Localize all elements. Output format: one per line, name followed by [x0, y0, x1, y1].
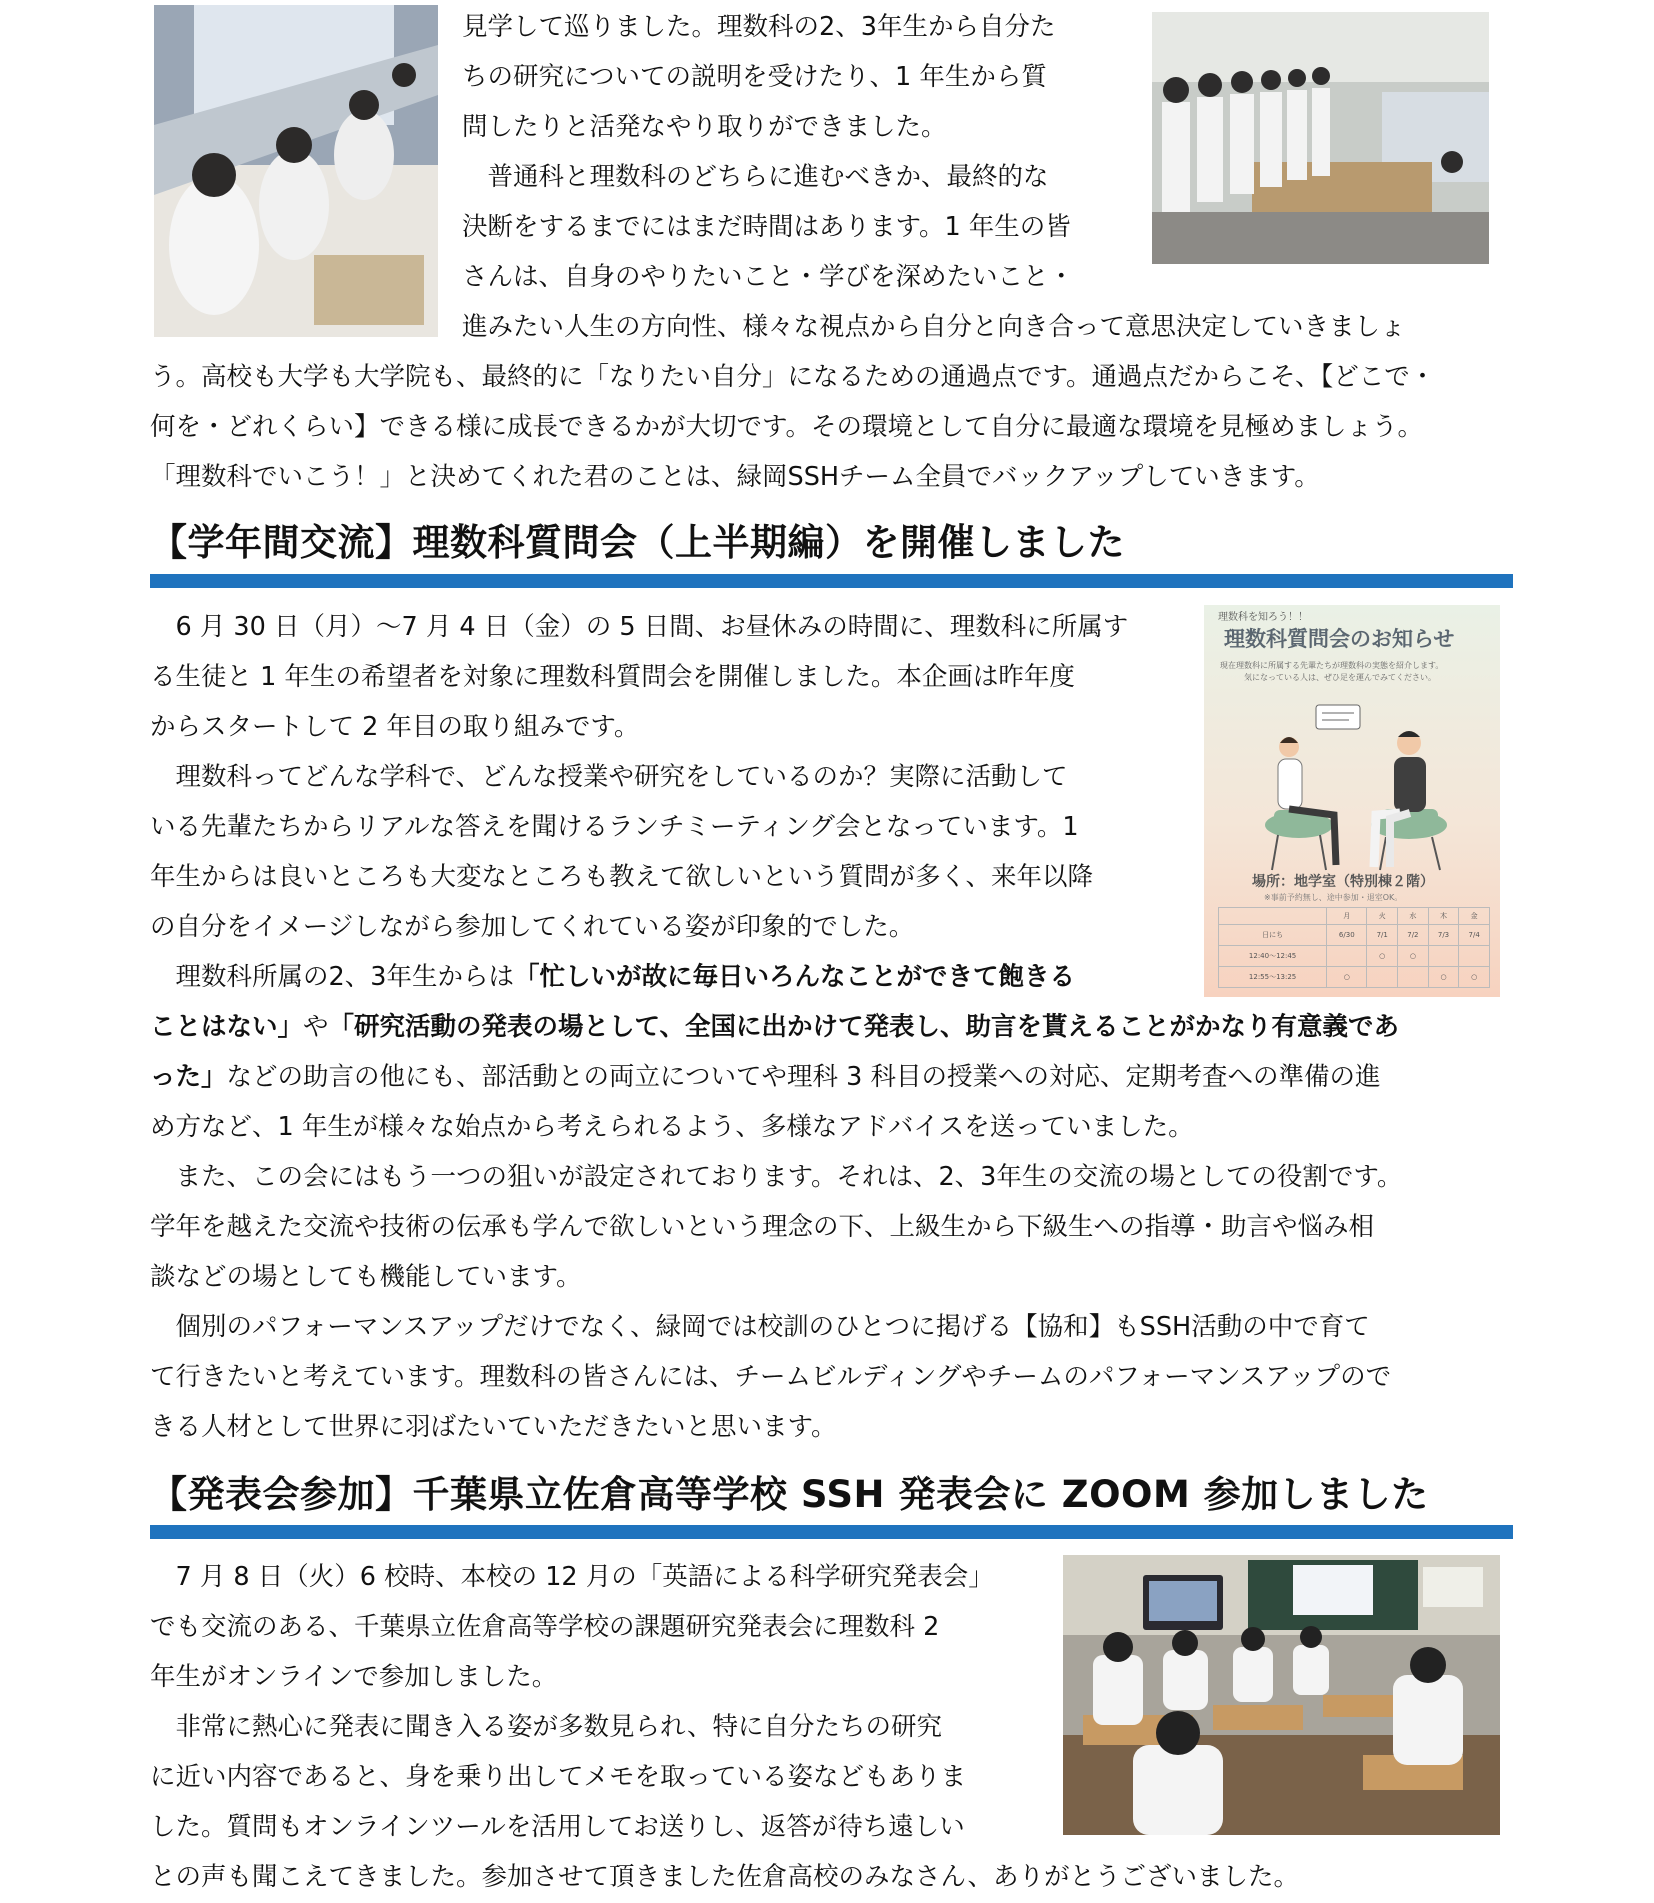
- text-line: 7 月 8 日（火）6 校時、本校の 12 月の「英語による科学研究発表会」: [150, 1562, 994, 1592]
- section-heading: 【発表会参加】千葉県立佐倉高等学校 SSH 発表会に ZOOM 参加しました: [150, 1473, 1429, 1516]
- zoom-session-photo: [1063, 1555, 1500, 1835]
- poster-date: 6/30: [1327, 925, 1367, 946]
- text-line: 問したりと活発なやり取りができました。: [462, 112, 947, 142]
- text-line: 見学して巡りました。理数科の2、3年生から自分た: [462, 12, 1056, 42]
- text-line: 決断をするまでにはまだ時間はあります。1 年生の皆: [462, 212, 1071, 242]
- text-line: との声も聞こえてきました。参加させて頂きました佐倉高校のみなさん、ありがとうございました。: [150, 1862, 1300, 1892]
- text-line: また、この会にはもう一つの狙いが設定されております。それは、2、3年生の交流の場としての役割です。: [150, 1162, 1403, 1192]
- text-line: め方など、1 年生が様々な始点から考えられるよう、多様なアドバイスを送っていました。: [150, 1112, 1194, 1142]
- poster-day: 水: [1398, 908, 1429, 925]
- text-line: る生徒と 1 年生の希望者を対象に理数科質問会を開催しました。本企画は昨年度: [150, 662, 1075, 692]
- poster-mark: ○: [1327, 967, 1367, 988]
- text-line: の自分をイメージしながら参加してくれている姿が印象的でした。: [150, 912, 915, 942]
- text-line: した。質問もオンラインツールを活用してお送りし、返答が待ち遠しい: [150, 1812, 965, 1842]
- poster-day: 金: [1459, 908, 1490, 925]
- text-line: 談などの場としても機能しています。: [150, 1262, 582, 1292]
- poster-time: 12:40～12:45: [1219, 946, 1327, 967]
- text-line: て行きたいと考えています。理数科の皆さんには、チームビルディングやチームのパフォーマンスアップので: [150, 1362, 1392, 1392]
- text-line: 「理数科でいこう！」と決めてくれた君のことは、緑岡SSHチーム全員でバックアップしていきます。: [150, 462, 1320, 492]
- text-line: 年生がオンラインで参加しました。: [150, 1662, 558, 1692]
- poster-time: 12:55～13:25: [1219, 967, 1327, 988]
- text-line: ちの研究についての説明を受けたり、1 年生から質: [462, 62, 1047, 92]
- poster-row-label: 日にち: [1219, 925, 1327, 946]
- poster-illustration: [1204, 685, 1500, 885]
- text-line: [150, 1002, 1399, 1052]
- text-line: [150, 1052, 1380, 1102]
- poster-top-note: 理数科を知ろう！！: [1218, 612, 1308, 623]
- poster-date: 7/1: [1367, 925, 1398, 946]
- poster-day: 木: [1428, 908, 1459, 925]
- poster-mark: [1367, 967, 1398, 988]
- quote-1: 「忙しいが故に毎日いろんなことができて飽きる: [513, 962, 1075, 992]
- text-span: や: [303, 1012, 329, 1042]
- quote-2-end: った」: [150, 1062, 227, 1092]
- poster-schedule-table: [1218, 907, 1490, 988]
- poster-place: 場所：地学室（特別棟２階）: [1252, 874, 1434, 890]
- poster-mark: [1327, 946, 1367, 967]
- poster-date: 7/4: [1459, 925, 1490, 946]
- poster-mark: [1459, 946, 1490, 967]
- poster-date: 7/3: [1428, 925, 1459, 946]
- poster-note: ※事前予約無し、途中参加・退室OK。: [1264, 893, 1403, 902]
- text-line: 普通科と理数科のどちらに進むべきか、最終的な: [462, 162, 1049, 192]
- text-line: からスタートして 2 年目の取り組みです。: [150, 712, 640, 742]
- poster-mark: ○: [1398, 946, 1429, 967]
- heading-underline: [150, 1525, 1513, 1539]
- poster-mark: [1428, 946, 1459, 967]
- text-line: 個別のパフォーマンスアップだけでなく、緑岡では校訓のひとつに掲げる【協和】もSSH活動の中で育て: [150, 1312, 1370, 1342]
- text-line: [150, 952, 1075, 1002]
- poster-mark: ○: [1367, 946, 1398, 967]
- poster-subtext-2: 気になっている人は、ぜひ足を運んでみてください。: [1244, 673, 1436, 682]
- text-line: さんは、自身のやりたいこと・学びを深めたいこと・: [462, 262, 1075, 292]
- text-line: に近い内容であると、身を乗り出してメモを取っている姿などもありま: [150, 1762, 967, 1792]
- classroom-photo-2: [1152, 12, 1489, 264]
- event-poster: [1204, 605, 1500, 997]
- text-line: 年生からは良いところも大変なところも教えて欲しいという質問が多く、来年以降: [150, 862, 1093, 892]
- poster-mark: [1398, 967, 1429, 988]
- poster-mark: ○: [1459, 967, 1490, 988]
- text-line: う。高校も大学も大学院も、最終的に「なりたい自分」になるための通過点です。通過点だからこそ、【どこで・: [150, 362, 1436, 392]
- text-line: 6 月 30 日（月）～7 月 4 日（金）の 5 日間、お昼休みの時間に、理数科に所属す: [150, 612, 1129, 642]
- text-line: 理数科ってどんな学科で、どんな授業や研究をしているのか？実際に活動して: [150, 762, 1068, 792]
- text-line: きる人材として世界に羽ばたいていただきたいと思います。: [150, 1412, 837, 1442]
- poster-day: 月: [1327, 908, 1367, 925]
- text-line: いる先輩たちからリアルな答えを聞けるランチミーティング会となっています。1: [150, 812, 1079, 842]
- quote-1-end: ことはない」: [150, 1012, 304, 1042]
- classroom-photo-1: [154, 5, 438, 337]
- poster-date: 7/2: [1398, 925, 1429, 946]
- text-line: 何を・どれくらい】できる様に成長できるかが大切です。その環境として自分に最適な環境を見極めましょう。: [150, 412, 1423, 442]
- text-line: 非常に熱心に発表に聞き入る姿が多数見られ、特に自分たちの研究: [150, 1712, 943, 1742]
- quote-2: 「研究活動の発表の場として、全国に出かけて発表し、助言を貰えることがかなり有意義であ: [328, 1012, 1400, 1042]
- poster-mark: ○: [1428, 967, 1459, 988]
- text-span: 理数科所属の2、3年生からは: [150, 962, 514, 992]
- text-line: でも交流のある、千葉県立佐倉高等学校の課題研究発表会に理数科 2: [150, 1612, 940, 1642]
- heading-underline: [150, 574, 1513, 588]
- poster-subtext-1: 現在理数科に所属する先輩たちが理数科の実態を紹介します。: [1220, 661, 1444, 670]
- text-line: 進みたい人生の方向性、様々な視点から自分と向き合って意思決定していきましょ: [462, 312, 1406, 342]
- text-line: 学年を越えた交流や技術の伝承も学んで欲しいという理念の下、上級生から下級生への指導・助言や悩み相: [150, 1212, 1375, 1242]
- poster-day: 火: [1367, 908, 1398, 925]
- poster-title: 理数科質問会のお知らせ: [1224, 627, 1455, 651]
- text-span: などの助言の他にも、部活動との両立についてや理科 3 科目の授業への対応、定期考査への準備の進: [226, 1062, 1381, 1092]
- section-heading: 【学年間交流】理数科質問会（上半期編）を開催しました: [150, 521, 1125, 564]
